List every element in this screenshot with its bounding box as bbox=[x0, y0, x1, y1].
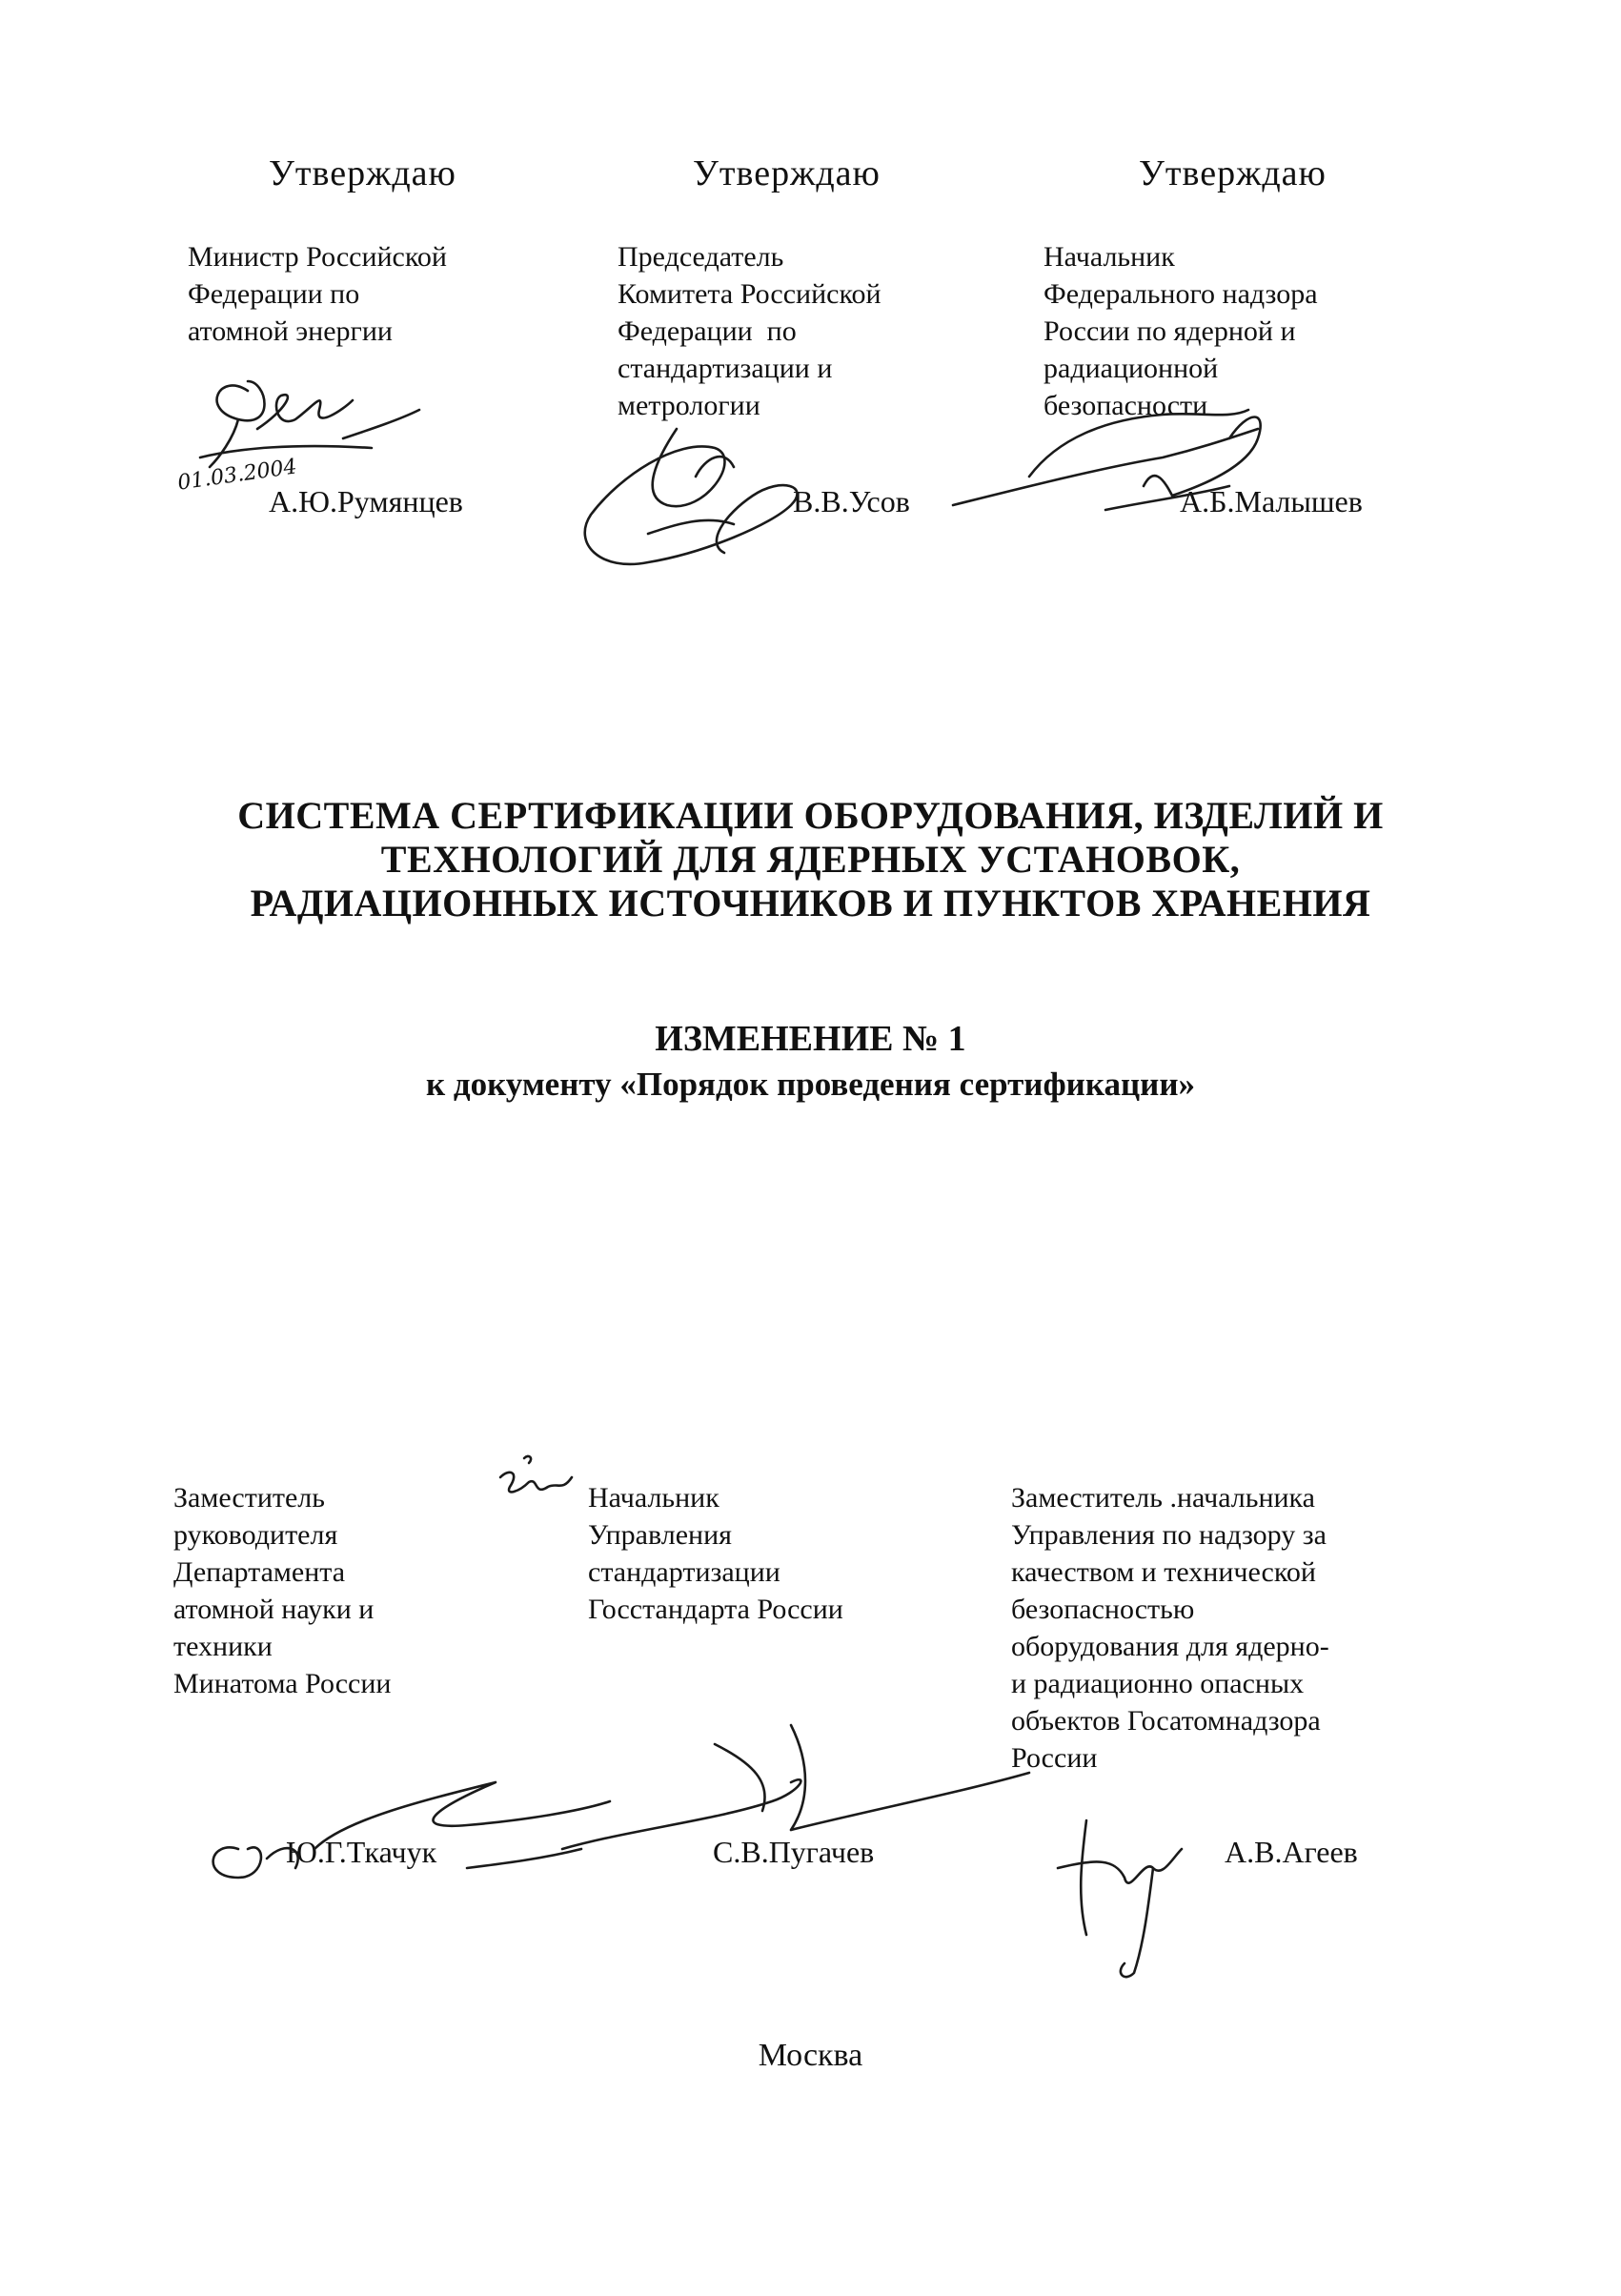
signature-malyshev bbox=[915, 400, 1296, 534]
title-line-2: ТЕХНОЛОГИЙ ДЛЯ ЯДЕРНЫХ УСТАНОВОК, bbox=[380, 838, 1241, 881]
approval-heading-1: Утверждаю bbox=[269, 153, 456, 193]
approval-name-3: А.Б.Малышев bbox=[1180, 484, 1363, 518]
signature-rumyantsev bbox=[181, 353, 429, 486]
agreement-position-1: Заместитель руководителя Департамента атомной науки и техники Минатома России bbox=[173, 1482, 392, 1699]
approval-position-2: Председатель Комитета Российской Федерации по стандартизации и метрологии bbox=[618, 241, 881, 421]
initials-mark bbox=[481, 1449, 586, 1525]
approval-heading-2: Утверждаю bbox=[693, 153, 881, 193]
approval-heading-3: Утверждаю bbox=[1139, 153, 1327, 193]
city: Москва bbox=[758, 2038, 863, 2073]
agreement-name-1: Ю.Г.Ткачук bbox=[286, 1835, 437, 1869]
approval-position-1: Министр Российской Федерации по атомной энергии bbox=[188, 241, 447, 347]
title-line-3: РАДИАЦИОННЫХ ИСТОЧНИКОВ И ПУНКТОВ ХРАНЕНИЯ bbox=[250, 882, 1371, 924]
agreement-name-2: С.В.Пугачев bbox=[713, 1835, 875, 1869]
signature-tkachuk-pugachev bbox=[181, 1706, 1039, 1897]
agreement-position-3: Заместитель .начальника Управления по надзору за качеством и технической безопасностью оборудования для ядерно- и радиационно опасных объектов Госатомнадзора России bbox=[1011, 1482, 1329, 1774]
change-heading: ИЗМЕНЕНИЕ № 1 bbox=[655, 1019, 966, 1059]
signature-ageev bbox=[1039, 1801, 1201, 1992]
agreement-position-2: Начальник Управления стандартизации Госстандарта России bbox=[588, 1482, 843, 1625]
approval-name-1: А.Ю.Румянцев bbox=[269, 484, 463, 518]
signature-usov bbox=[562, 419, 848, 591]
approval-position-3: Начальник Федерального надзора России по ядерной и радиационной безопасности bbox=[1044, 241, 1318, 421]
title-line-1: СИСТЕМА СЕРТИФИКАЦИИ ОБОРУДОВАНИЯ, ИЗДЕЛИЙ И bbox=[237, 794, 1384, 837]
change-subheading: к документу «Порядок проведения сертификации» bbox=[426, 1066, 1195, 1103]
approval-name-2: В.В.Усов bbox=[793, 484, 910, 518]
handwritten-date: 01.03.2004 bbox=[175, 455, 299, 496]
agreement-name-3: А.В.Агеев bbox=[1225, 1835, 1358, 1869]
